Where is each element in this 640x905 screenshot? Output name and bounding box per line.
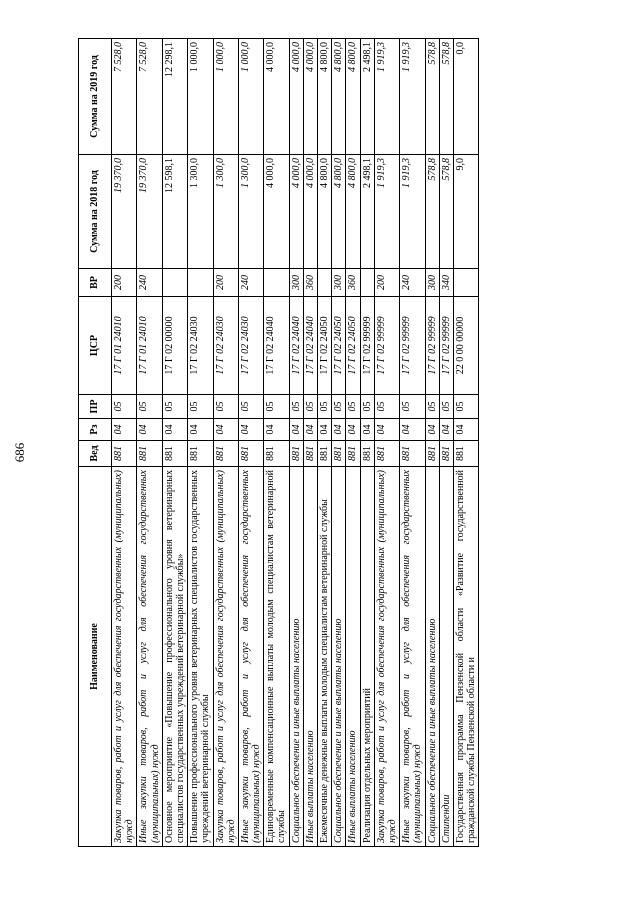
cell-csr: 17 Г 02 24040 xyxy=(264,297,289,395)
cell-pr: 05 xyxy=(439,395,453,419)
cell-vr: 300 xyxy=(425,269,439,297)
col-header-ved: Вед xyxy=(79,441,112,467)
cell-name: Социальное обеспечение и иные выплаты населению xyxy=(332,467,346,847)
cell-vr: 240 xyxy=(400,269,425,297)
cell-vr: 200 xyxy=(374,269,399,297)
cell-pr: 05 xyxy=(332,395,346,419)
cell-vr: 240 xyxy=(137,269,162,297)
cell-csr: 17 Г 02 24030 xyxy=(238,297,263,395)
page-number: 686 xyxy=(12,442,27,463)
table-row xyxy=(162,39,187,847)
cell-sum-2019: 2 498,1 xyxy=(360,39,374,155)
cell-csr: 17 Г 02 99999 xyxy=(374,297,399,395)
cell-vr: 340 xyxy=(439,269,453,297)
cell-sum-2019: 4 800,0 xyxy=(346,39,360,155)
cell-csr: 17 Г 02 24050 xyxy=(318,297,332,395)
header-row xyxy=(79,39,112,847)
table-row xyxy=(453,39,478,847)
col-header-sum-2019: Сумма на 2019 год xyxy=(79,39,112,155)
cell-csr: 17 Г 02 99999 xyxy=(425,297,439,395)
cell-rz: 04 xyxy=(332,419,346,441)
cell-ved: 881 xyxy=(162,441,187,467)
cell-ved: 881 xyxy=(137,441,162,467)
table-row xyxy=(400,39,425,847)
cell-sum-2019: 7 528,0 xyxy=(112,39,137,155)
col-header-csr: ЦСР xyxy=(79,297,112,395)
cell-csr: 17 Г 01 24010 xyxy=(137,297,162,395)
cell-sum-2018: 578,8 xyxy=(425,155,439,269)
cell-name: Государственная программа Пензенской области «Развитие государственной гражданской службы Пензенской области и xyxy=(453,467,478,847)
cell-sum-2018: 19 370,0 xyxy=(137,155,162,269)
cell-csr: 17 Г 02 99999 xyxy=(360,297,374,395)
cell-vr: 300 xyxy=(332,269,346,297)
cell-pr: 05 xyxy=(188,395,213,419)
table-row xyxy=(188,39,213,847)
cell-vr: 360 xyxy=(303,269,317,297)
cell-ved: 881 xyxy=(289,441,303,467)
cell-ved: 881 xyxy=(439,441,453,467)
cell-csr: 17 Г 02 00000 xyxy=(162,297,187,395)
cell-csr: 17 Г 02 24030 xyxy=(188,297,213,395)
cell-ved: 881 xyxy=(188,441,213,467)
cell-pr: 05 xyxy=(238,395,263,419)
cell-sum-2019: 1 000,0 xyxy=(188,39,213,155)
cell-pr: 05 xyxy=(289,395,303,419)
cell-sum-2018: 4 000,0 xyxy=(289,155,303,269)
cell-pr: 05 xyxy=(162,395,187,419)
cell-sum-2018: 1 919,3 xyxy=(400,155,425,269)
cell-pr: 05 xyxy=(303,395,317,419)
cell-csr: 17 Г 01 24010 xyxy=(112,297,137,395)
cell-ved: 881 xyxy=(238,441,263,467)
cell-sum-2019: 1 919,3 xyxy=(374,39,399,155)
cell-rz: 04 xyxy=(374,419,399,441)
budget-table xyxy=(78,38,479,847)
cell-ved: 881 xyxy=(318,441,332,467)
cell-csr: 17 Г 02 24050 xyxy=(346,297,360,395)
cell-rz: 04 xyxy=(137,419,162,441)
cell-pr: 05 xyxy=(318,395,332,419)
cell-sum-2018: 4 000,0 xyxy=(303,155,317,269)
cell-rz: 04 xyxy=(264,419,289,441)
cell-name: Закупка товаров, работ и услуг для обеспечения государственных (муниципальных) нужд xyxy=(112,467,137,847)
cell-name: Стипендии xyxy=(439,467,453,847)
cell-vr xyxy=(188,269,213,297)
col-header-vr: ВР xyxy=(79,269,112,297)
cell-name: Иные закупки товаров, работ и услуг для обеспечения государственных (муниципальных) нужд xyxy=(137,467,162,847)
cell-ved: 881 xyxy=(425,441,439,467)
cell-vr: 240 xyxy=(238,269,263,297)
cell-sum-2019: 4 000,0 xyxy=(264,39,289,155)
col-header-pr: ПР xyxy=(79,395,112,419)
cell-csr: 17 Г 02 24040 xyxy=(303,297,317,395)
cell-sum-2018: 4 000,0 xyxy=(264,155,289,269)
cell-sum-2019: 4 800,0 xyxy=(318,39,332,155)
cell-pr: 05 xyxy=(264,395,289,419)
cell-rz: 04 xyxy=(453,419,478,441)
cell-name: Единовременные компенсационные выплаты молодым специалистам ветеринарной службы xyxy=(264,467,289,847)
cell-sum-2019: 1 000,0 xyxy=(213,39,238,155)
cell-csr: 17 Г 02 99999 xyxy=(400,297,425,395)
cell-vr: 300 xyxy=(289,269,303,297)
cell-vr: 200 xyxy=(213,269,238,297)
cell-sum-2019: 7 528,0 xyxy=(137,39,162,155)
cell-rz: 04 xyxy=(400,419,425,441)
cell-sum-2018: 578,8 xyxy=(439,155,453,269)
table-row xyxy=(213,39,238,847)
table-body xyxy=(112,39,479,847)
cell-sum-2019: 578,8 xyxy=(425,39,439,155)
table-row xyxy=(439,39,453,847)
col-header-sum-2018: Сумма на 2018 год xyxy=(79,155,112,269)
cell-name: Иные выплаты населению xyxy=(303,467,317,847)
cell-ved: 881 xyxy=(303,441,317,467)
cell-name: Закупка товаров, работ и услуг для обеспечения государственных (муниципальных) нужд xyxy=(374,467,399,847)
cell-sum-2019: 1 000,0 xyxy=(238,39,263,155)
cell-name: Социальное обеспечение и иные выплаты населению xyxy=(289,467,303,847)
cell-sum-2018: 19 370,0 xyxy=(112,155,137,269)
cell-vr xyxy=(264,269,289,297)
table-row xyxy=(238,39,263,847)
table-row xyxy=(137,39,162,847)
cell-vr xyxy=(453,269,478,297)
cell-sum-2019: 0,0 xyxy=(453,39,478,155)
cell-name: Иные закупки товаров, работ и услуг для обеспечения государственных (муниципальных) нужд xyxy=(238,467,263,847)
cell-rz: 04 xyxy=(162,419,187,441)
table-row xyxy=(112,39,137,847)
cell-sum-2019: 1 919,3 xyxy=(400,39,425,155)
cell-rz: 04 xyxy=(439,419,453,441)
cell-ved: 881 xyxy=(453,441,478,467)
cell-name: Закупка товаров, работ и услуг для обеспечения государственных (муниципальных) нужд xyxy=(213,467,238,847)
cell-vr: 200 xyxy=(112,269,137,297)
cell-pr: 05 xyxy=(112,395,137,419)
cell-vr xyxy=(162,269,187,297)
cell-pr: 05 xyxy=(346,395,360,419)
cell-ved: 881 xyxy=(374,441,399,467)
cell-sum-2019: 4 000,0 xyxy=(303,39,317,155)
cell-rz: 04 xyxy=(318,419,332,441)
cell-sum-2018: 2 498,1 xyxy=(360,155,374,269)
cell-rz: 04 xyxy=(346,419,360,441)
cell-sum-2018: 4 800,0 xyxy=(346,155,360,269)
table-row xyxy=(264,39,289,847)
cell-ved: 881 xyxy=(264,441,289,467)
cell-sum-2019: 4 800,0 xyxy=(332,39,346,155)
cell-name: Социальное обеспечение и иные выплаты населению xyxy=(425,467,439,847)
cell-vr xyxy=(360,269,374,297)
cell-name: Повышение профессионального уровня ветеринарных специалистов государственных учреждений ветеринарной службы xyxy=(188,467,213,847)
cell-csr: 17 Г 02 24040 xyxy=(289,297,303,395)
cell-ved: 881 xyxy=(346,441,360,467)
table-row xyxy=(318,39,332,847)
col-header-name: Наименование xyxy=(79,467,112,847)
cell-name: Иные выплаты населению xyxy=(346,467,360,847)
cell-sum-2018: 9,0 xyxy=(453,155,478,269)
cell-pr: 05 xyxy=(360,395,374,419)
cell-ved: 881 xyxy=(360,441,374,467)
cell-sum-2018: 1 300,0 xyxy=(238,155,263,269)
cell-rz: 04 xyxy=(238,419,263,441)
cell-sum-2018: 4 800,0 xyxy=(318,155,332,269)
cell-pr: 05 xyxy=(137,395,162,419)
cell-csr: 17 Г 02 24030 xyxy=(213,297,238,395)
cell-rz: 04 xyxy=(289,419,303,441)
cell-rz: 04 xyxy=(425,419,439,441)
cell-pr: 05 xyxy=(425,395,439,419)
cell-sum-2018: 4 800,0 xyxy=(332,155,346,269)
cell-sum-2018: 12 598,1 xyxy=(162,155,187,269)
cell-rz: 04 xyxy=(112,419,137,441)
cell-sum-2019: 4 000,0 xyxy=(289,39,303,155)
cell-ved: 881 xyxy=(112,441,137,467)
cell-rz: 04 xyxy=(213,419,238,441)
table-row xyxy=(346,39,360,847)
col-header-rz: Рз xyxy=(79,419,112,441)
cell-rz: 04 xyxy=(303,419,317,441)
table-row xyxy=(374,39,399,847)
cell-sum-2019: 12 298,1 xyxy=(162,39,187,155)
cell-sum-2018: 1 300,0 xyxy=(188,155,213,269)
table-row xyxy=(360,39,374,847)
cell-pr: 05 xyxy=(374,395,399,419)
cell-pr: 05 xyxy=(453,395,478,419)
cell-rz: 04 xyxy=(188,419,213,441)
cell-csr: 17 Г 02 24050 xyxy=(332,297,346,395)
table-row xyxy=(425,39,439,847)
cell-vr xyxy=(318,269,332,297)
table-row xyxy=(303,39,317,847)
cell-csr: 22 0 00 00000 xyxy=(453,297,478,395)
cell-sum-2018: 1 919,3 xyxy=(374,155,399,269)
cell-ved: 881 xyxy=(400,441,425,467)
cell-name: Иные закупки товаров, работ и услуг для обеспечения государственных (муниципальных) нужд xyxy=(400,467,425,847)
cell-ved: 881 xyxy=(213,441,238,467)
cell-csr: 17 Г 02 99999 xyxy=(439,297,453,395)
cell-pr: 05 xyxy=(400,395,425,419)
table-row xyxy=(332,39,346,847)
cell-name: Ежемесячные денежные выплаты молодым специалистам ветеринарной службы xyxy=(318,467,332,847)
cell-name: Реализация отдельных мероприятий xyxy=(360,467,374,847)
cell-name: Основное мероприятие «Повышение профессионального уровня ветеринарных специалистов государственных учреждений ветеринарной службы» xyxy=(162,467,187,847)
cell-pr: 05 xyxy=(213,395,238,419)
cell-vr: 360 xyxy=(346,269,360,297)
table-row xyxy=(289,39,303,847)
cell-ved: 881 xyxy=(332,441,346,467)
cell-sum-2018: 1 300,0 xyxy=(213,155,238,269)
cell-sum-2019: 578,8 xyxy=(439,39,453,155)
cell-rz: 04 xyxy=(360,419,374,441)
